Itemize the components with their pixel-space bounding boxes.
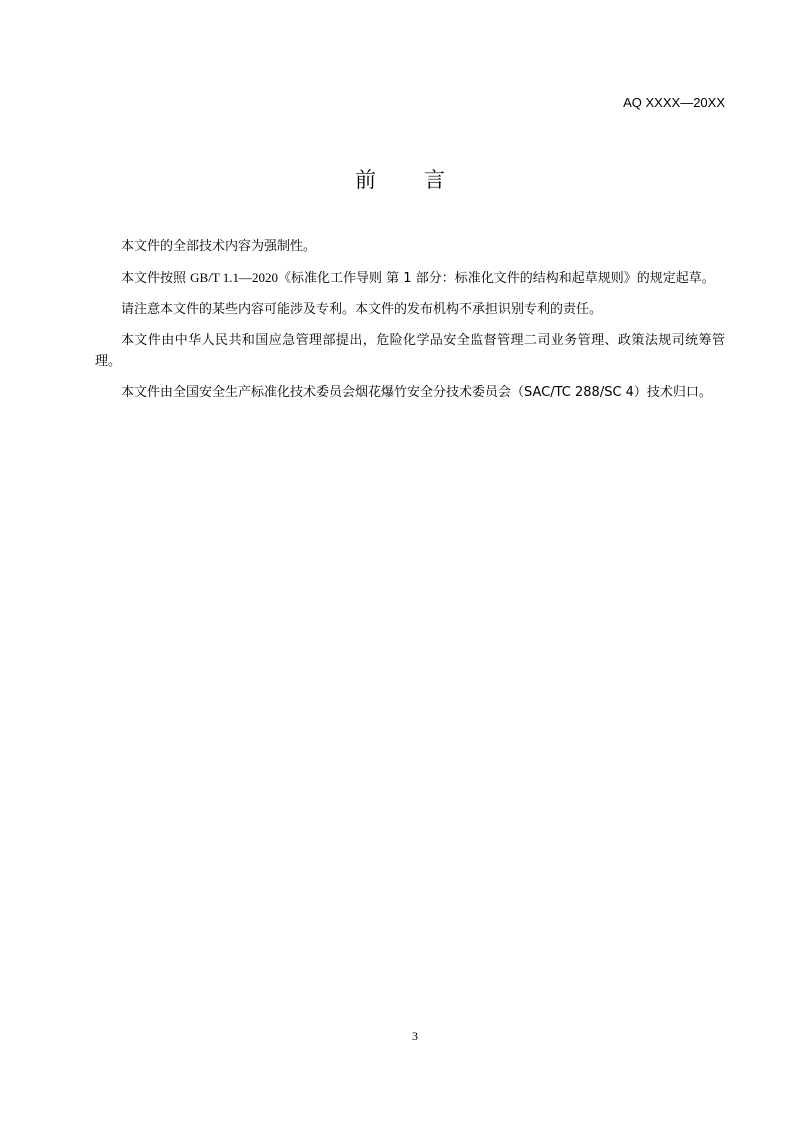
paragraph-patent-notice: 请注意本文件的某些内容可能涉及专利。本文件的发布机构不承担识别专利的责任。 [121, 302, 603, 317]
paragraph-mandatory: 本文件的全部技术内容为强制性。 [121, 239, 317, 254]
paragraph-proposer: 本文件由中华人民共和国应急管理部提出，危险化学品安全监督管理二司业务管理、政策法规司统筹管理。 [95, 333, 725, 369]
paragraph-technical-committee: 本文件由全国安全生产标准化技术委员会烟花爆竹安全分技术委员会（SAC/TC 288/SC 4）技术归口。 [121, 385, 712, 400]
drafting-prefix: 本文件按照 [121, 271, 191, 286]
paragraph-drafting-rules [95, 267, 725, 289]
foreword-body [95, 236, 725, 413]
drafting-suffix: 《标准化工作导则 第 1 部分：标准化文件的结构和起草规则》的规定起草。 [278, 271, 715, 286]
page-title [0, 166, 800, 194]
document-code: AQ XXXX—20XX [623, 95, 725, 110]
title-char-2: 言 [424, 168, 445, 192]
page-number: 3 [412, 1029, 418, 1043]
title-char-1: 前 [355, 168, 376, 192]
standard-reference: GB/T 1.1—2020 [190, 270, 279, 285]
